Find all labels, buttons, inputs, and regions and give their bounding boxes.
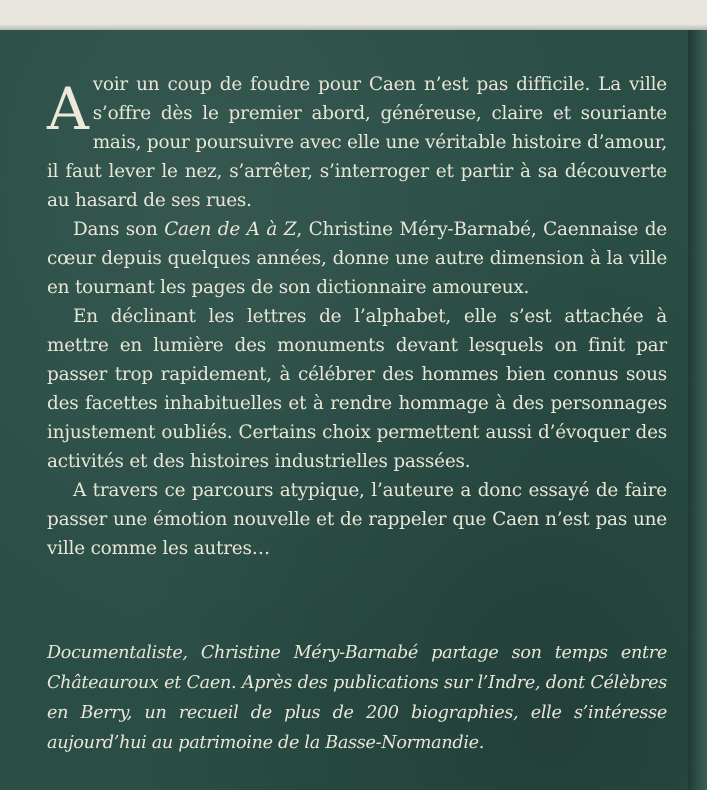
drop-cap: A bbox=[47, 75, 89, 143]
blurb-paragraph-2-text: , Christine Méry-Barnabé, Caennaise de cœur depuis quelques années, donne une autre dimension à la ville en tournant les pages de son dictionnaire amoureux. bbox=[47, 219, 667, 298]
book-title: Caen de A à Z bbox=[164, 219, 297, 240]
blurb-text bbox=[47, 70, 667, 563]
blurb-paragraph-2-lead: Dans son bbox=[73, 219, 165, 240]
blurb-paragraph-1 bbox=[47, 70, 667, 215]
blurb-paragraph-1-text: voir un coup de foudre pour Caen n’est pas difficile. La ville s’offre dès le premier abord, généreuse, claire et souriante mais, pour poursuivre avec elle une véritable histoire d’amour, il faut lever le nez, s’arrêter, s’interroger et partir à sa découverte au hasard de ses rues. bbox=[47, 74, 667, 211]
author-bio: Documentaliste, Christine Méry-Barnabé partage son temps entre Châteauroux et Caen. Après des publications sur l’Indre, dont Célèbres en Berry, un recueil de plus de 200 biographies, elle s’intéresse aujourd’hui au patrimoine de la Basse-Normandie. bbox=[47, 643, 667, 753]
cover-spine-edge bbox=[688, 30, 707, 790]
blurb-paragraph-2 bbox=[47, 215, 667, 302]
blurb-paragraph-3: En déclinant les lettres de l’alphabet, elle s’est attachée à mettre en lumière des monuments devant lesquels on finit par passer trop rapidement, à célébrer des hommes bien connus sous des facettes inhabituelles et à rendre hommage à des personnages injustement oubliés. Certains choix permettent aussi d’évoquer des activités et des histoires industrielles passées. bbox=[47, 306, 667, 472]
blurb-paragraph-4: A travers ce parcours atypique, l’auteure a donc essayé de faire passer une émotion nouvelle et de rappeler que Caen n’est pas une ville comme les autres… bbox=[47, 480, 667, 559]
